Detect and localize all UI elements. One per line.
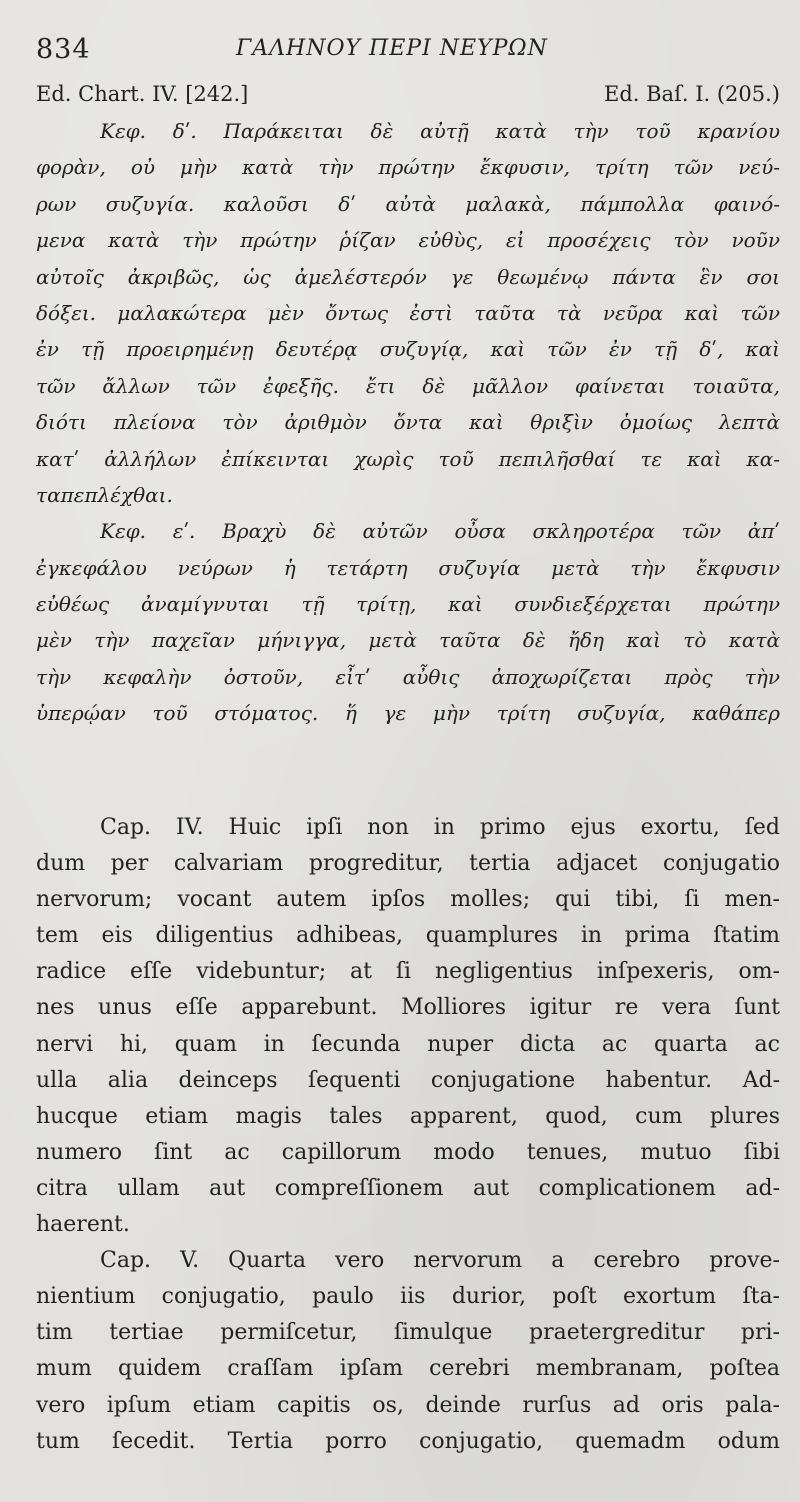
greek-line: μὲν τὴν παχεῖαν μήνιγγα, μετὰ ταῦτα δὲ ἤδη καὶ τὸ κατὰ: [36, 628, 780, 653]
latin-line: numero ſint ac capillorum modo tenues, mutuo ſibi: [36, 1139, 780, 1165]
page-header: [36, 30, 766, 70]
greek-text-block: [36, 113, 780, 732]
greek-line: τῶν ἄλλων τῶν ἐφεξῆς. ἔτι δὲ μᾶλλον φαίνεται τοιαῦτα,: [36, 373, 780, 398]
latin-line: nientium conjugatio, paulo iis durior, poſt exortum ſta-: [36, 1284, 780, 1310]
latin-line: dum per calvariam progreditur, tertia adjacet conjugatio: [36, 851, 780, 877]
greek-line: κατʹ ἀλλήλων ἐπίκεινται χωρὶς τοῦ πεπιλῆσθαί τε καὶ κα-: [36, 446, 780, 471]
greek-line: Κεφ. δʹ. Παράκειται δὲ αὐτῇ κατὰ τὴν τοῦ κρανίου: [100, 119, 780, 143]
latin-line: nes unus eſſe apparebunt. Molliores igitur re vera ſunt: [36, 995, 780, 1021]
latin-line: tum ſecedit. Tertia porro conjugatio, quemadm odum: [36, 1428, 780, 1454]
greek-line: ἐν τῇ προειρημένῃ δευτέρᾳ συζυγίᾳ, καὶ τῶν ἐν τῇ δʹ, καὶ: [36, 337, 780, 362]
greek-line: αὐτοῖς ἀκριβῶς, ὡς ἀμελέστερόν γε θεωμένῳ πάντα ἓν σοι: [36, 264, 780, 289]
greek-line: Κεφ. εʹ. Βραχὺ δὲ αὐτῶν οὖσα σκληροτέρα τῶν ἀπʹ: [100, 519, 780, 544]
greek-line: ταπεπλέχθαι.: [36, 482, 173, 507]
greek-line: δόξει. μαλακώτερα μὲν ὄντως ἐστὶ ταῦτα τὰ νεῦρα καὶ τῶν: [36, 300, 780, 325]
latin-text-block: [36, 810, 780, 1460]
latin-line: ulla alia deinceps ſequenti conjugatione habentur. Ad-: [36, 1067, 780, 1093]
greek-line: φορὰν, οὐ μὴν κατὰ τὴν πρώτην ἔκφυσιν, τρίτη τῶν νεύ-: [36, 155, 780, 180]
running-title: ΓΑΛΗΝΟΥ ΠΕΡΙ ΝΕΥΡΩΝ: [236, 36, 548, 61]
greek-line: μενα κατὰ τὴν πρώτην ῥίζαν εὐθὺς, εἰ προσέχεις τὸν νοῦν: [36, 228, 780, 253]
greek-line: ἐγκεφάλου νεύρων ἡ τετάρτη συζυγία μετὰ τὴν ἔκφυσιν: [36, 555, 780, 580]
latin-line: haerent.: [36, 1212, 130, 1238]
page-number: 834: [36, 34, 91, 65]
latin-line: radice eſſe videbuntur; at ſi negligentius inſpexeris, om-: [36, 959, 780, 985]
greek-line: ρων συζυγία. καλοῦσι δʹ αὐτὰ μαλακὰ, πάμπολλα φαινό-: [36, 191, 780, 216]
latin-line: hucque etiam magis tales apparent, quod, cum plures: [36, 1103, 780, 1129]
greek-line: διότι πλείονα τὸν ἀριθμὸν ὄντα καὶ θριξὶν ὁμοίως λεπτὰ: [36, 410, 780, 435]
greek-line: τὴν κεφαλὴν ὀστοῦν, εἶτʹ αὖθις ἀποχωρίζεται πρὸς τὴν: [36, 664, 780, 689]
latin-line: vero ipſum etiam capitis os, deinde rurſus ad oris pala-: [36, 1392, 780, 1418]
edition-references: [36, 82, 780, 112]
latin-line: nervorum; vocant autem ipſos molles; qui tibi, ſi men-: [36, 887, 780, 913]
latin-line: tim tertiae permiſcetur, ſimulque praetergreditur pri-: [36, 1320, 780, 1346]
latin-line: mum quidem craſſam ipſam cerebri membranam, poſtea: [36, 1356, 780, 1382]
latin-line: citra ullam aut compreſſionem aut complicationem ad-: [36, 1175, 780, 1201]
latin-line: tem eis diligentius adhibeas, quamplures in prima ſtatim: [36, 923, 780, 949]
edition-basel-reference: Ed. Baſ. I. (205.): [604, 82, 780, 106]
edition-chartier-reference: Ed. Chart. IV. [242.]: [36, 82, 249, 106]
greek-line: εὐθέως ἀναμίγνυται τῇ τρίτῃ, καὶ συνδιεξέρχεται πρώτην: [36, 592, 780, 617]
latin-line: nervi hi, quam in ſecunda nuper dicta ac quarta ac: [36, 1031, 780, 1057]
latin-line: Cap. V. Quarta vero nervorum a cerebro prove-: [100, 1248, 780, 1274]
latin-line: Cap. IV. Huic ipſi non in primo ejus exortu, ſed: [100, 815, 780, 840]
greek-line: ὑπερῴαν τοῦ στόματος. ἥ γε μὴν τρίτη συζυγία, καθάπερ: [36, 701, 780, 726]
